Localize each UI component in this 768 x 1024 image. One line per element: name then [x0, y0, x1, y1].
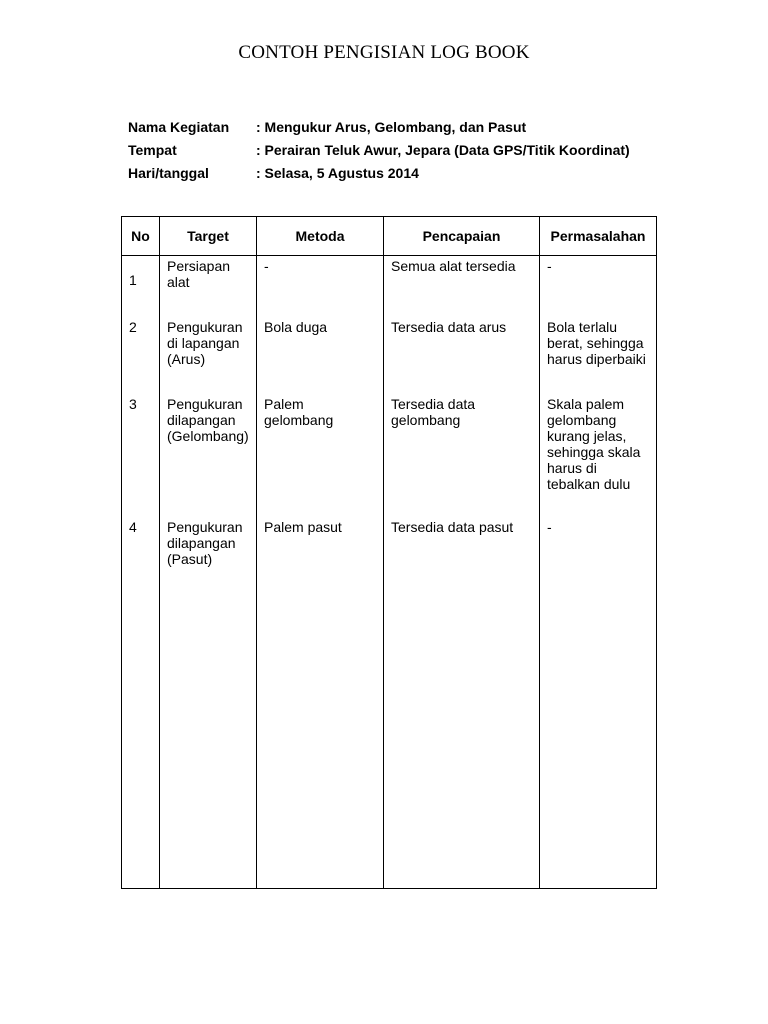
table-header-row — [122, 217, 657, 256]
header-metoda: Metoda — [257, 217, 384, 256]
cell-target: Pengukuran di lapangan (Arus) — [160, 318, 257, 395]
cell-target: Persiapan alat — [160, 256, 257, 319]
table-row — [122, 318, 657, 395]
header-pencapaian: Pencapaian — [384, 217, 540, 256]
cell-permasalahan: Skala palem gelombang kurang jelas, sehingga skala harus di tebalkan dulu — [540, 395, 657, 518]
cell-no: 1 — [122, 256, 160, 319]
info-row-location — [128, 141, 630, 164]
cell-pencapaian: Tersedia data pasut — [384, 518, 540, 889]
cell-pencapaian: Semua alat tersedia — [384, 256, 540, 319]
table-row — [122, 256, 657, 319]
cell-pencapaian: Tersedia data gelombang — [384, 395, 540, 518]
page-title: CONTOH PENGISIAN LOG BOOK — [238, 42, 530, 63]
cell-permasalahan: Bola terlalu berat, sehingga harus diperbaiki — [540, 318, 657, 395]
cell-metoda: Bola duga — [257, 318, 384, 395]
info-value: : Mengukur Arus, Gelombang, dan Pasut — [256, 119, 527, 135]
info-label: Nama Kegiatan — [128, 119, 230, 135]
table-row — [122, 518, 657, 889]
cell-metoda: Palem pasut — [257, 518, 384, 889]
info-label: Hari/tanggal — [128, 165, 209, 181]
header-no: No — [122, 217, 160, 256]
header-target: Target — [160, 217, 257, 256]
log-table — [121, 216, 657, 889]
table-row — [122, 395, 657, 518]
header-permasalahan: Permasalahan — [540, 217, 657, 256]
cell-target: Pengukuran dilapangan (Gelombang) — [160, 395, 257, 518]
info-label: Tempat — [128, 142, 177, 158]
cell-metoda: - — [257, 256, 384, 319]
cell-no: 2 — [122, 318, 160, 395]
info-value: : Selasa, 5 Agustus 2014 — [256, 165, 419, 181]
info-row-activity-name — [128, 118, 630, 141]
cell-pencapaian: Tersedia data arus — [384, 318, 540, 395]
info-row-date — [128, 164, 630, 187]
cell-permasalahan: - — [540, 256, 657, 319]
cell-permasalahan: - — [540, 518, 657, 889]
cell-no: 4 — [122, 518, 160, 889]
info-value: : Perairan Teluk Awur, Jepara (Data GPS/Titik Koordinat) — [256, 142, 630, 158]
cell-metoda: Palem gelombang — [257, 395, 384, 518]
cell-no: 3 — [122, 395, 160, 518]
activity-info — [128, 118, 630, 187]
cell-target: Pengukuran dilapangan (Pasut) — [160, 518, 257, 889]
